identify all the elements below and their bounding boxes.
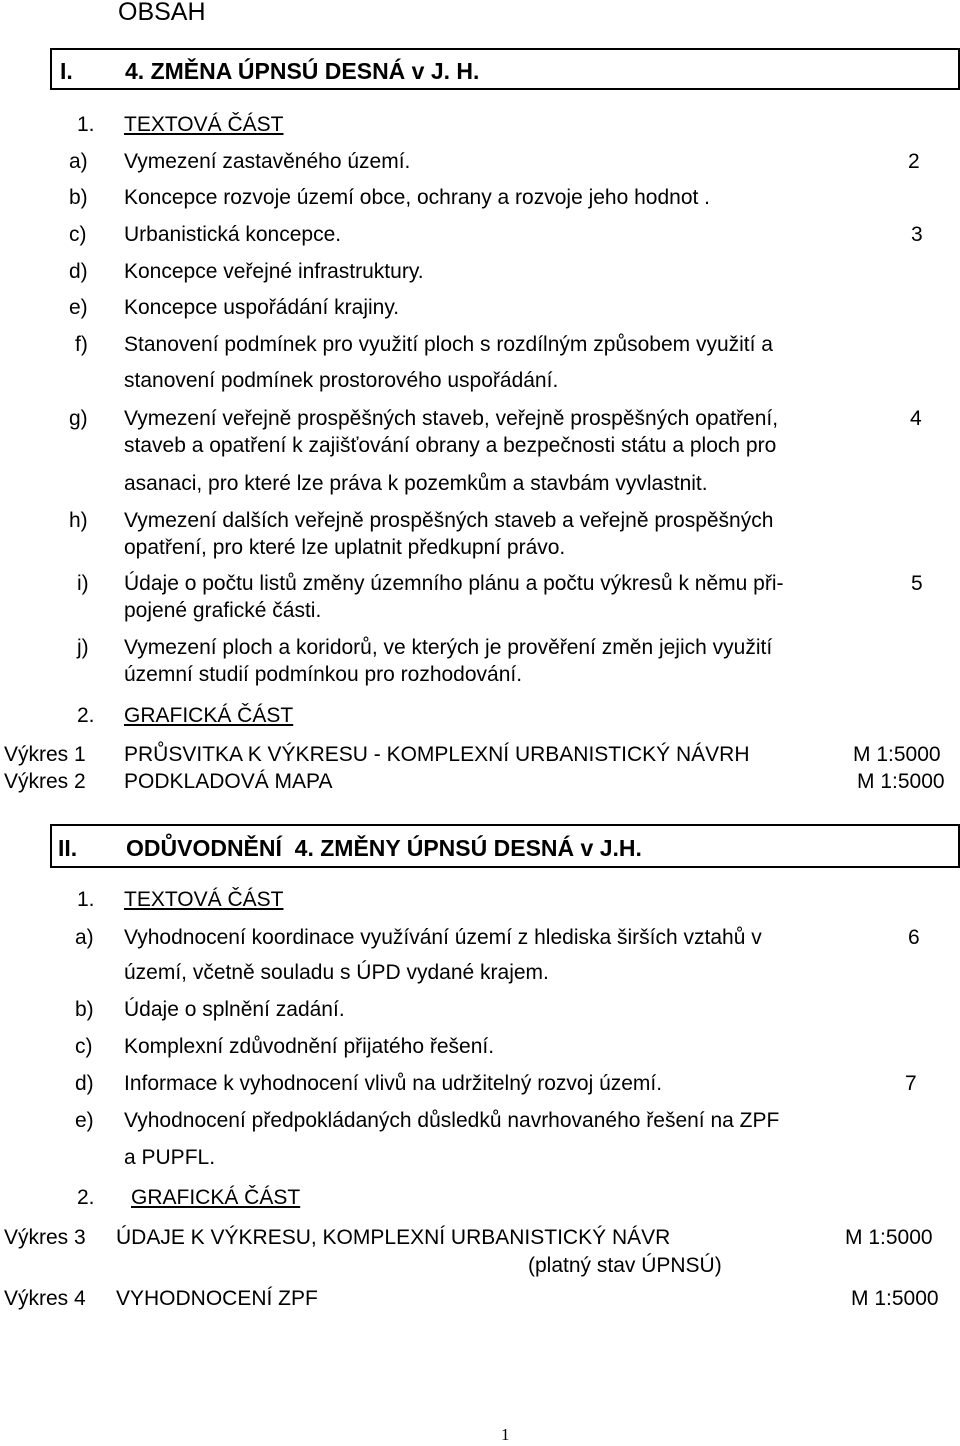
drawing-3-title: ÚDAJE K VÝKRESU, KOMPLEXNÍ URBANISTICKÝ NÁVR [116, 1226, 671, 1249]
p2-item-a-page: 6 [908, 926, 920, 949]
p2-item-a-line1: Vyhodnocení koordinace využívání území z hlediska širších vztahů v [124, 926, 762, 949]
p2-item-e-letter: e) [75, 1109, 94, 1132]
part2-title-box [50, 824, 960, 868]
p2-item-a-line2: území, včetně souladu s ÚPD vydané krajem. [124, 961, 549, 984]
p1-item-f-line1: Stanovení podmínek pro využití ploch s rozdílným způsobem využití a [124, 333, 773, 356]
part2-title: ODŮVODNĚNÍ 4. ZMĚNY ÚPNSÚ DESNÁ v J.H. [126, 835, 642, 861]
p2-item-e-line2: a PUPFL. [124, 1146, 216, 1169]
p1-item-h-line1: Vymezení dalších veřejně prospěšných staveb a veřejně prospěšných [124, 509, 774, 532]
p1-item-g-line1: Vymezení veřejně prospěšných staveb, veřejně prospěšných opatření, [124, 407, 779, 430]
p1-item-h-line2: opatření, pro které lze uplatnit předkupní právo. [124, 536, 566, 559]
p1-item-b-letter: b) [69, 186, 88, 209]
p1-item-g-line2: staveb a opatření k zajišťování obrany a bezpečnosti státu a ploch pro [124, 434, 777, 457]
p2-item-d-letter: d) [75, 1072, 94, 1095]
part1-textual-heading: TEXTOVÁ ČÁST [124, 113, 284, 136]
part2-textual-heading: TEXTOVÁ ČÁST [124, 888, 284, 911]
p1-item-d-text: Koncepce veřejné infrastruktury. [124, 260, 424, 283]
p1-item-j-letter: j) [77, 636, 89, 659]
p1-item-i-line1: Údaje o počtu listů změny územního plánu a počtu výkresů k němu při- [124, 572, 784, 595]
p1-item-j-line1: Vymezení ploch a koridorů, ve kterých je prověření změn jejich využití [124, 636, 773, 659]
page-number: 1 [501, 1425, 510, 1444]
p1-item-i-line2: pojené grafické části. [124, 599, 322, 622]
p1-item-g-line3: asanaci, pro které lze práva k pozemkům a stavbám vyvlastnit. [124, 472, 708, 495]
p1-item-j-line2: územní studií podmínkou pro rozhodování. [124, 663, 523, 686]
p1-item-e-letter: e) [69, 296, 88, 319]
page-heading: OBSAH [118, 0, 206, 26]
part2-graphical-heading: GRAFICKÁ ČÁST [131, 1186, 301, 1209]
p2-item-c-letter: c) [75, 1035, 93, 1058]
part1-graphical-number: 2. [77, 704, 95, 727]
part1-roman: I. [60, 58, 73, 84]
part1-title: 4. ZMĚNA ÚPNSÚ DESNÁ v J. H. [125, 58, 480, 84]
p2-item-d-text: Informace k vyhodnocení vlivů na udržitelný rozvoj území. [124, 1072, 663, 1095]
p1-item-c-text: Urbanistická koncepce. [124, 223, 342, 246]
p1-item-g-page: 4 [910, 407, 922, 430]
p2-item-d-page: 7 [905, 1072, 917, 1095]
p1-item-g-letter: g) [69, 407, 88, 430]
part1-graphical-heading: GRAFICKÁ ČÁST [124, 704, 294, 727]
drawing-2-title: PODKLADOVÁ MAPA [124, 770, 333, 793]
drawing-4-scale: M 1:5000 [851, 1287, 939, 1310]
p1-item-h-letter: h) [69, 509, 88, 532]
drawing-3-scale: M 1:5000 [845, 1226, 933, 1249]
part2-textual-number: 1. [77, 888, 95, 911]
drawing-1-label: Výkres 1 [4, 743, 86, 766]
part1-textual-number: 1. [77, 113, 95, 136]
drawing-2-label: Výkres 2 [4, 770, 86, 793]
drawing-2-scale: M 1:5000 [857, 770, 945, 793]
p1-item-i-letter: i) [77, 572, 89, 595]
drawing-4-title: VYHODNOCENÍ ZPF [116, 1287, 318, 1310]
p2-item-e-line1: Vyhodnocení předpokládaných důsledků navrhovaného řešení na ZPF [124, 1109, 780, 1132]
part2-graphical-number: 2. [77, 1186, 95, 1209]
p1-item-e-text: Koncepce uspořádání krajiny. [124, 296, 400, 319]
p1-item-c-page: 3 [911, 223, 923, 246]
p2-item-c-text: Komplexní zdůvodnění přijatého řešení. [124, 1035, 495, 1058]
drawing-1-scale: M 1:5000 [853, 743, 941, 766]
p2-item-b-text: Údaje o splnění zadání. [124, 998, 345, 1021]
part2-roman: II. [58, 835, 78, 861]
p1-item-d-letter: d) [69, 260, 88, 283]
p1-item-b-text: Koncepce rozvoje území obce, ochrany a rozvoje jeho hodnot . [124, 186, 711, 209]
p1-item-i-page: 5 [911, 572, 923, 595]
p1-item-f-letter: f) [75, 333, 88, 356]
drawing-1-title: PRŮSVITKA K VÝKRESU - KOMPLEXNÍ URBANISTICKÝ NÁVRH [124, 743, 750, 766]
drawing-3-label: Výkres 3 [4, 1226, 86, 1249]
p1-item-c-letter: c) [69, 223, 87, 246]
p2-item-b-letter: b) [75, 998, 94, 1021]
p1-item-a-text: Vymezení zastavěného území. [124, 150, 411, 173]
p1-item-a-page: 2 [908, 150, 920, 173]
p1-item-f-line2: stanovení podmínek prostorového uspořádání. [124, 369, 559, 392]
drawing-3-subtitle: (platný stav ÚPNSÚ) [528, 1254, 722, 1277]
p2-item-a-letter: a) [75, 926, 94, 949]
p1-item-a-letter: a) [69, 150, 88, 173]
part1-title-box [50, 48, 960, 90]
drawing-4-label: Výkres 4 [4, 1287, 86, 1310]
